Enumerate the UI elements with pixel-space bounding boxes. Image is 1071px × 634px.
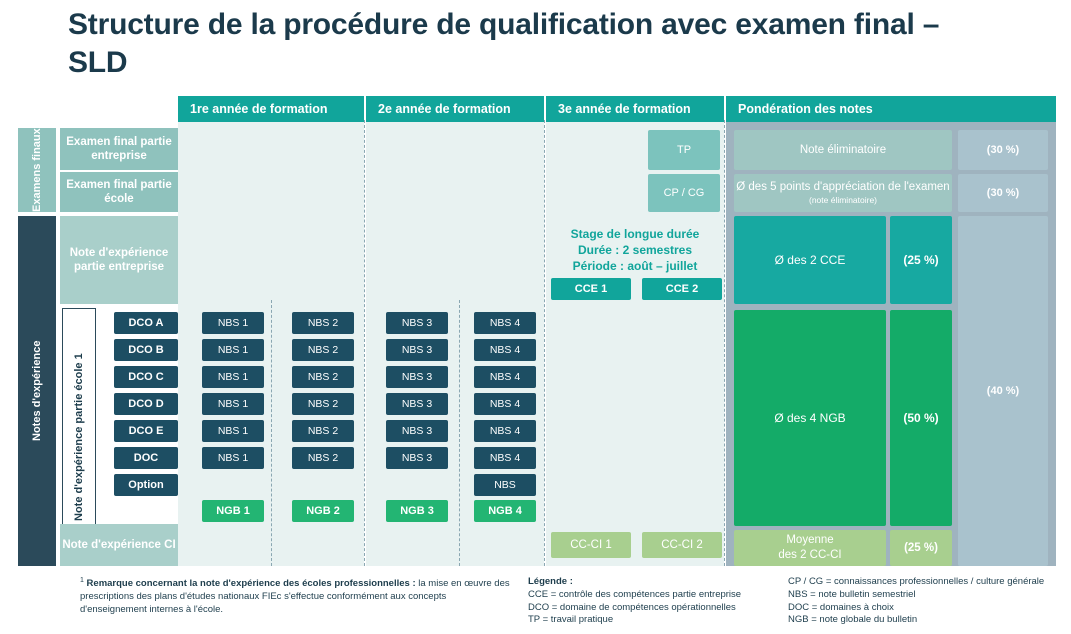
- legend-item: TP = travail pratique: [528, 614, 614, 626]
- legend-item: CP / CG = connaissances professionnelles / culture générale: [788, 576, 1045, 587]
- nbs-cell: NBS 1: [202, 366, 264, 388]
- legend: [528, 576, 778, 627]
- nbs-cell: NBS 3: [386, 366, 448, 388]
- stage-line1: Stage de longue durée: [570, 226, 700, 241]
- stage-info: [548, 222, 722, 278]
- cp-cg-box: CP / CG: [648, 174, 720, 212]
- footnote-body: la mise en œuvre des prescriptions des plans d'études nationaux FIEc s'effectue conformément aux concepts d'enseignement internes à l'école.: [80, 578, 510, 615]
- divider: [364, 120, 365, 566]
- ngb-pct-text: (50 %): [903, 411, 939, 425]
- nbs-cell: NBS 1: [202, 312, 264, 334]
- cce-pct-text: (25 %): [903, 253, 939, 267]
- nbs-cell: NBS 2: [292, 339, 354, 361]
- ngb-cell: NGB 3: [386, 500, 448, 522]
- cce1-box: CCE 1: [551, 278, 631, 300]
- nbs-cell-option: NBS: [474, 474, 536, 496]
- cce-average-box: Ø des 2 CCE: [734, 216, 886, 304]
- ccci-line2: des 2 CC-CI: [778, 549, 842, 561]
- header-year3: 3e année de formation: [546, 96, 724, 122]
- ngb-average-pct: [890, 310, 952, 526]
- legend-item: DCO = domaine de compétences opérationnelles: [528, 601, 736, 613]
- block-experience-ci: Note d'expérience CI: [60, 524, 178, 566]
- ccci-average-pct: [890, 530, 952, 566]
- dco-label-e: DCO E: [114, 420, 178, 442]
- moy5-line1: Ø des 5 points d'appréciation de l'examen: [736, 181, 950, 193]
- dco-label-doc: DOC: [114, 447, 178, 469]
- ccci1-box: CC-CI 1: [551, 532, 631, 558]
- nbs-cell: NBS 2: [292, 312, 354, 334]
- note-eliminatoire-box: Note éliminatoire: [734, 130, 952, 170]
- nbs-cell: NBS 3: [386, 447, 448, 469]
- footnote-note: [80, 576, 510, 617]
- note-eliminatoire-pct: (30 %): [958, 130, 1048, 170]
- nbs-cell: NBS 2: [292, 447, 354, 469]
- moy5-pct: (30 %): [958, 174, 1048, 212]
- divider: [724, 120, 725, 566]
- divider: [459, 300, 460, 566]
- nbs-cell: NBS 1: [202, 420, 264, 442]
- nbs-cell: NBS 3: [386, 312, 448, 334]
- tp-box: TP: [648, 130, 720, 170]
- dco-label-d: DCO D: [114, 393, 178, 415]
- legend-item: NBS = note bulletin semestriel: [788, 588, 916, 600]
- moy5-line2: (note éliminatoire): [808, 194, 878, 205]
- nbs-cell: NBS 1: [202, 339, 264, 361]
- dco-label-c: DCO C: [114, 366, 178, 388]
- stage-line2: Durée : 2 semestres: [577, 242, 693, 257]
- legend-item: CCE = contrôle des compétences partie entreprise: [528, 588, 742, 600]
- nbs-cell: NBS 4: [474, 312, 536, 334]
- nbs-cell: NBS 3: [386, 393, 448, 415]
- divider: [544, 120, 545, 566]
- nbs-cell: NBS 3: [386, 339, 448, 361]
- header-year1: 1re année de formation: [178, 96, 364, 122]
- footnote-title: Remarque concernant la note d'expérience des écoles professionnelles :: [86, 578, 416, 590]
- cce2-box: CCE 2: [642, 278, 722, 300]
- nbs-cell: NBS 2: [292, 366, 354, 388]
- nbs-cell: NBS 4: [474, 366, 536, 388]
- page-title: Structure de la procédure de qualification avec examen final – SLD: [68, 8, 940, 80]
- legend-item: NGB = note globale du bulletin: [788, 614, 918, 626]
- block-exam-entreprise: Examen final partie entreprise: [60, 128, 178, 170]
- nbs-cell: NBS 4: [474, 420, 536, 442]
- dco-label-b: DCO B: [114, 339, 178, 361]
- dco-label-a: DCO A: [114, 312, 178, 334]
- block-exam-ecole: Examen final partie école: [60, 172, 178, 212]
- nbs-cell: NBS 2: [292, 420, 354, 442]
- ngb-average-box: Ø des 4 NGB: [734, 310, 886, 526]
- nbs-cell: NBS 1: [202, 447, 264, 469]
- footnote-marker: 1: [80, 577, 84, 584]
- ngb-cell: NGB 1: [202, 500, 264, 522]
- ccci-pct-text: (25 %): [904, 541, 938, 554]
- stage-line3: Période : août – juillet: [572, 259, 698, 274]
- legend-title: Légende :: [528, 576, 573, 587]
- dco-label-option: Option: [114, 474, 178, 496]
- side-label-school-experience-text: Note d'expérience partie école 1: [73, 353, 85, 521]
- nbs-cell: NBS 2: [292, 393, 354, 415]
- block-experience-entreprise: Note d'expérience partie entreprise: [60, 216, 178, 304]
- divider: [271, 300, 272, 566]
- header-year2: 2e année de formation: [366, 96, 544, 122]
- nbs-cell: NBS 4: [474, 393, 536, 415]
- nbs-cell: NBS 4: [474, 339, 536, 361]
- legend-item: DOC = domaines à choix: [788, 601, 894, 613]
- nbs-cell: NBS 4: [474, 447, 536, 469]
- ngb-cell: NGB 2: [292, 500, 354, 522]
- experience-total-pct: (40 %): [958, 216, 1048, 566]
- ngb-cell: NGB 4: [474, 500, 536, 522]
- side-label-exams: Examens finaux: [18, 128, 56, 212]
- cce-average-pct: [890, 216, 952, 304]
- ccci-line1: Moyenne: [786, 534, 834, 547]
- moy5-box: [734, 174, 952, 212]
- nbs-cell: NBS 3: [386, 420, 448, 442]
- ccci2-box: CC-CI 2: [642, 532, 722, 558]
- nbs-cell: NBS 1: [202, 393, 264, 415]
- ccci-average-box: [734, 530, 886, 566]
- side-label-experience: Notes d'expérience: [18, 216, 56, 566]
- header-weighting: Pondération des notes: [726, 96, 1056, 122]
- legend-second-column: [788, 576, 1058, 627]
